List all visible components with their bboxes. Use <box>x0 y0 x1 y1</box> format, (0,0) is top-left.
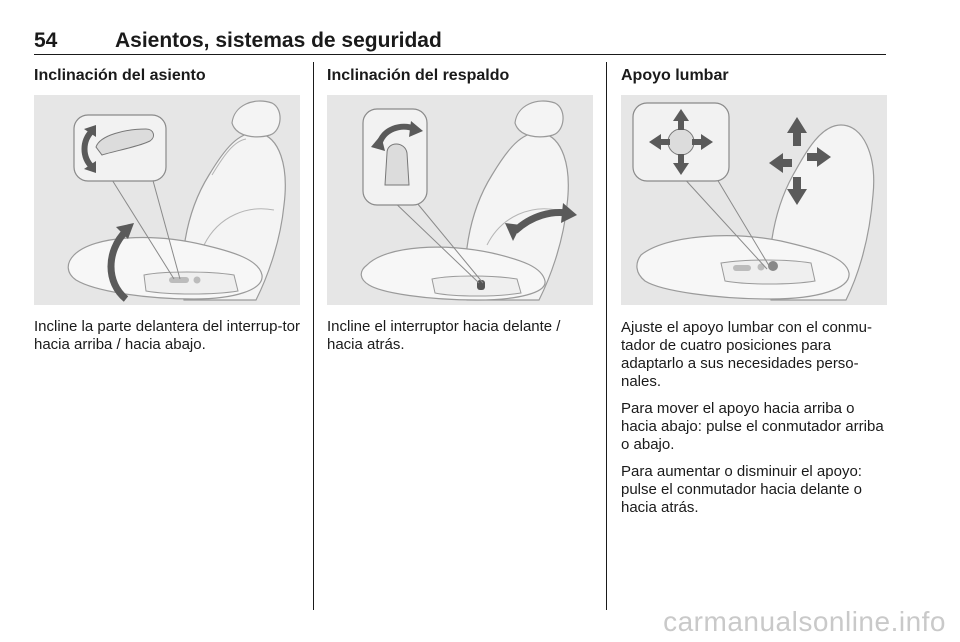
instruction-text: Incline el interruptor hacia delante / hacia atrás. <box>327 318 561 353</box>
column-divider <box>606 62 607 610</box>
lumbar-paragraph-2: Para mover el apoyo hacia arriba o hacia abajo: pulse el conmutador arriba o abajo. <box>621 400 884 453</box>
watermark: carmanualsonline.info <box>663 606 946 637</box>
seat-tilt-illustration <box>34 95 300 305</box>
section-title: Inclinación del asiento <box>34 67 206 84</box>
chapter-title: Asientos, sistemas de seguridad <box>115 29 442 52</box>
lumbar-paragraph-1: Ajuste el apoyo lumbar con el conmu-tador de cuatro posiciones para adaptarlo a sus necesidades perso-nales. <box>621 319 872 390</box>
section-title: Inclinación del respaldo <box>327 67 510 84</box>
column-divider <box>313 62 314 610</box>
lumbar-paragraph-3: Para aumentar o disminuir el apoyo: pulse el conmutador hacia delante o hacia atrás. <box>621 463 862 516</box>
page-number: 54 <box>34 29 58 52</box>
section-lumbar-support <box>621 62 889 526</box>
lumbar-support-illustration <box>621 95 887 305</box>
page-header <box>34 30 886 55</box>
instruction-text: Incline la parte delantera del interrup-tor hacia arriba / hacia abajo. <box>34 318 300 353</box>
backrest-tilt-illustration <box>327 95 593 305</box>
section-backrest-tilt <box>327 62 595 363</box>
section-title: Apoyo lumbar <box>621 67 729 84</box>
section-seat-tilt <box>34 62 302 363</box>
